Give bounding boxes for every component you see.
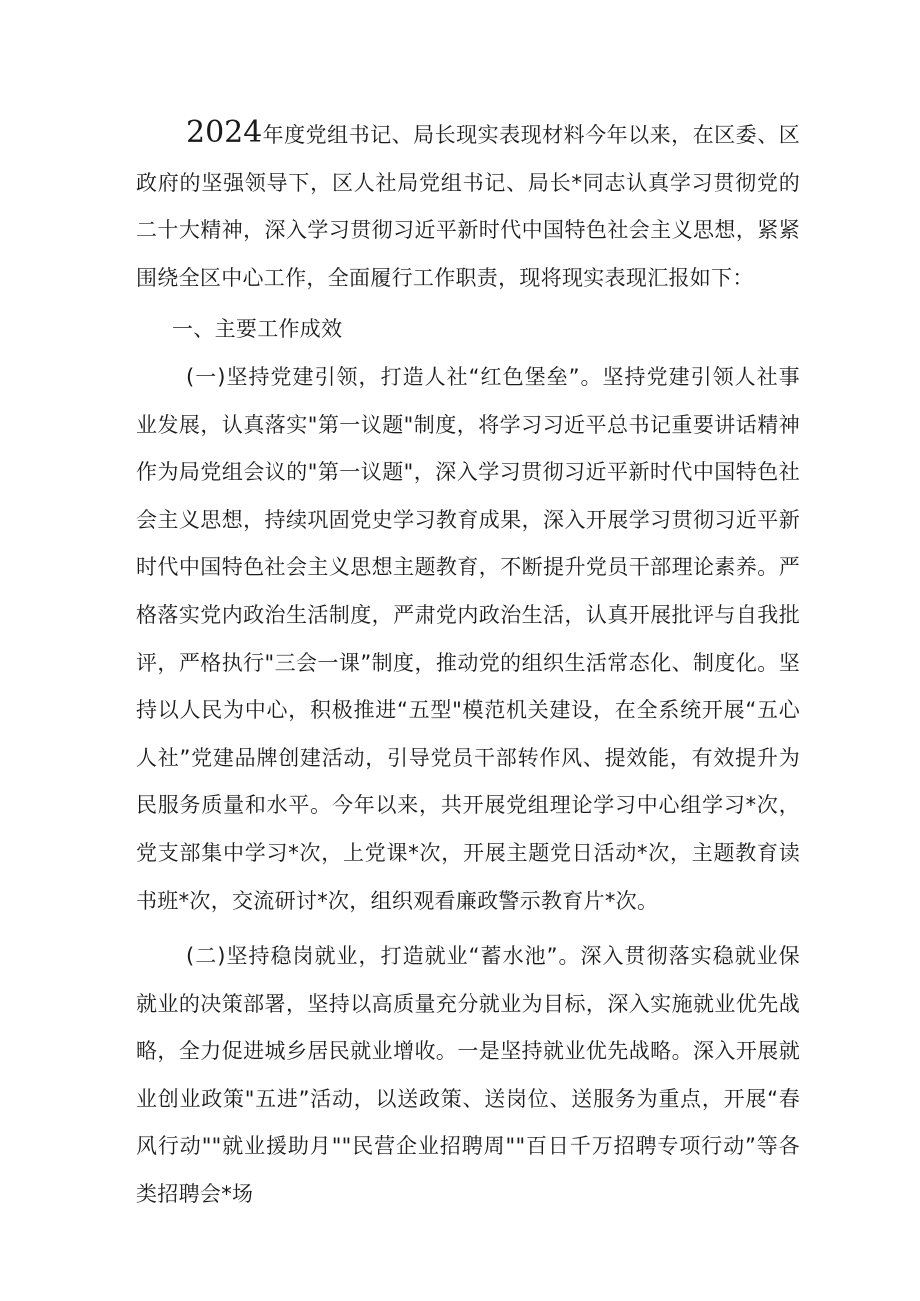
intro-year: 2024 — [186, 115, 263, 150]
intro-text: 年度党组书记、局长现实表现材料今年以来，在区委、区政府的坚强领导下，区人社局党组书记、局长*同志认真学习贯彻党的二十大精神，深入学习贯彻习近平新时代中国特色社会主义思想，紧紧围绕全区中心工作，全面履行工作职责，现将现实表现汇报如下： — [136, 123, 800, 290]
section-heading: 一、主要工作成效 — [172, 317, 343, 342]
paragraph-party-building: (一)坚持党建引领，打造人社“红色堡垒”。坚持党建引领人社事业发展，认真落实"第一议题"制度，将学习习近平总书记重要讲话精神作为局党组会议的"第一议题"，深入学习贯彻习近平新时代中国特色社会主义思想，持续巩固党史学习教育成果，深入开展学习贯彻习近平新时代中国特色社会主义思想主题教育，不断提升党员干部理论素养。严格落实党内政治生活制度，严肃党内政治生活，认真开展批评与自我批评，严格执行"三会一课”制度，推动党的组织生活常态化、制度化。坚持以人民为中心，积极推进“五型"模范机关建设，在全系统开展“五心人社”党建品牌创建活动，引导党员干部转作风、提效能，有效提升为民服务质量和水平。今年以来，共开展党组理论学习中心组学习*次，党支部集中学习*次，上党课*次，开展主题党日活动*次，主题教育读书班*次，交流研讨*次，组织观看廉政警示教育片*次。 — [136, 364, 800, 913]
intro-paragraph — [136, 112, 800, 302]
paragraph-employment: (二)坚持稳岗就业，打造就业“蓄水池”。深入贯彻落实稳就业保就业的决策部署，坚持以高质量充分就业为目标，深入实施就业优先战略，全力促进城乡居民就业增收。一是坚持就业优先战略。深入开展就业创业政策"五进”活动，以送政策、送岗位、送服务为重点，开展“春风行动""就业援助月""民营企业招聘周""百日千万招聘专项行动”等各类招聘会*场 — [136, 944, 800, 1207]
document-body — [136, 112, 800, 1219]
